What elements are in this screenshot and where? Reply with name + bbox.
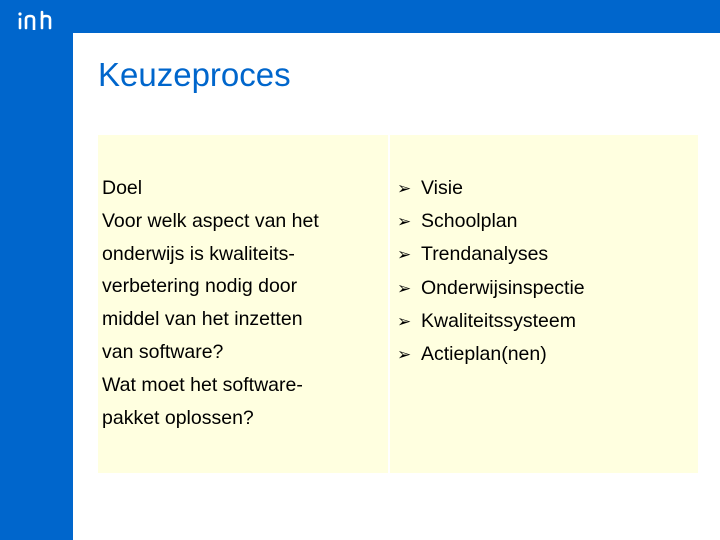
list-item bbox=[397, 338, 697, 371]
list-item bbox=[397, 305, 697, 338]
list-item-label: Actieplan(nen) bbox=[421, 343, 547, 366]
goal-heading: Doel bbox=[102, 177, 143, 199]
list-item bbox=[397, 272, 697, 305]
arrow-bullet-icon: ➢ bbox=[397, 278, 412, 298]
goal-line: Voor welk aspect van het bbox=[102, 209, 319, 232]
goal-column bbox=[102, 172, 392, 434]
arrow-bullet-icon: ➢ bbox=[397, 345, 412, 365]
list-item-label: Onderwijsinspectie bbox=[421, 276, 585, 299]
arrow-bullet-icon: ➢ bbox=[397, 245, 412, 265]
arrow-bullet-icon: ➢ bbox=[397, 311, 412, 331]
list-item-label: Visie bbox=[421, 177, 463, 199]
sources-list bbox=[397, 172, 697, 371]
left-bar bbox=[0, 0, 73, 540]
hanze-logo-icon bbox=[17, 10, 61, 30]
slide-title: Keuzeproces bbox=[98, 56, 291, 93]
goal-line: van software? bbox=[102, 340, 224, 363]
goal-line: pakket oplossen? bbox=[102, 406, 254, 429]
goal-line: middel van het inzetten bbox=[102, 308, 303, 331]
goal-line: Wat moet het software- bbox=[102, 373, 303, 396]
goal-line: onderwijs is kwaliteits- bbox=[102, 242, 295, 265]
list-item bbox=[397, 205, 697, 238]
goal-line: verbetering nodig door bbox=[102, 275, 298, 298]
list-item bbox=[397, 172, 697, 205]
arrow-bullet-icon: ➢ bbox=[397, 212, 412, 232]
list-item-label: Trendanalyses bbox=[421, 243, 549, 266]
list-item bbox=[397, 238, 697, 271]
top-bar bbox=[0, 0, 720, 33]
list-item-label: Schoolplan bbox=[421, 210, 518, 233]
list-item-label: Kwaliteitssysteem bbox=[421, 309, 576, 332]
arrow-bullet-icon: ➢ bbox=[397, 179, 412, 198]
